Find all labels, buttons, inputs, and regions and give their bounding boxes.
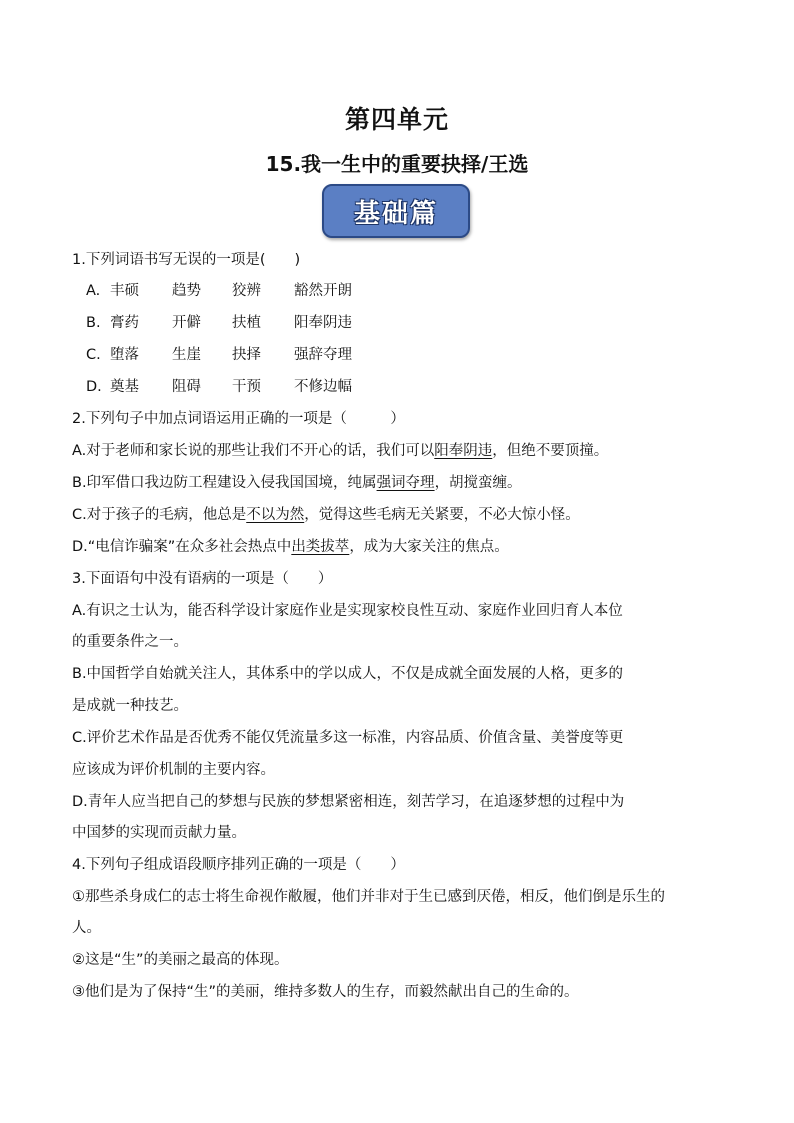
q1-option-a: A. 丰硕 趋势 狡辨 豁然开朗 [86, 283, 352, 299]
q3-option-c-line2: 应该成为评价机制的主要内容。 [72, 762, 275, 778]
q3-option-a-line2: 的重要条件之一。 [72, 634, 188, 650]
q3-stem: 3.下面语句中没有语病的一项是（ ） [72, 571, 333, 587]
q3-option-a-line1: A.有识之士认为，能否科学设计家庭作业是实现家校良性互动、家庭作业回归育人本位 [72, 603, 623, 619]
q3-option-b-line2: 是成就一种技艺。 [72, 698, 188, 714]
q4-sentence-1-line2: 人。 [72, 920, 101, 936]
q1-option-c: C. 堕落 生崖 抉择 强辞夺理 [86, 347, 352, 363]
q2-option-d: D.“电信诈骗案”在众多社会热点中出类拔萃，成为大家关注的焦点。 [72, 539, 509, 555]
q2-b-term: 强词夺理 [376, 475, 435, 491]
q2-c-term: 不以为然 [246, 507, 305, 523]
q2-d-term: 出类拔萃 [291, 539, 350, 555]
q3-option-d-line2: 中国梦的实现而贡献力量。 [72, 825, 246, 841]
lesson-title: 15.我一生中的重要抉择/王选 [265, 152, 529, 176]
q2-stem: 2.下列句子中加点词语运用正确的一项是（ ） [72, 411, 405, 427]
section-badge [322, 184, 470, 238]
q4-sentence-2: ②这是“生”的美丽之最高的体现。 [72, 952, 289, 968]
q2-option-c: C.对于孩子的毛病，他总是不以为然，觉得这些毛病无关紧要，不必大惊小怪。 [72, 507, 580, 523]
q2-option-b: B.印军借口我边防工程建设入侵我国国境，纯属强词夺理，胡搅蛮缠。 [72, 475, 522, 491]
q2-a-term: 阳奉阴违 [434, 443, 493, 459]
q1-option-d: D. 奠基 阻碍 干预 不修边幅 [86, 379, 352, 395]
q2-option-a: A.对于老师和家长说的那些让我们不开心的话，我们可以阳奉阴违，但绝不要顶撞。 [72, 443, 609, 459]
q3-option-d-line1: D.青年人应当把自己的梦想与民族的梦想紧密相连，刻苦学习，在追逐梦想的过程中为 [72, 794, 625, 810]
unit-title: 第四单元 [344, 105, 449, 134]
q3-option-c-line1: C.评价艺术作品是否优秀不能仅凭流量多这一标准，内容品质、价值含量、美誉度等更 [72, 730, 624, 746]
q1-stem: 1.下列词语书写无误的一项是( ) [72, 252, 301, 268]
q1-option-b: B. 膏药 开僻 扶植 阳奉阴违 [86, 315, 352, 331]
q4-sentence-1-line1: ①那些杀身成仁的志士将生命视作敝履，他们并非对于生已感到厌倦，相反，他们倒是乐生的 [72, 889, 665, 905]
q4-sentence-3: ③他们是为了保持“生”的美丽，维持多数人的生存，而毅然献出自己的生命的。 [72, 984, 579, 1000]
q3-option-b-line1: B.中国哲学自始就关注人，其体系中的学以成人，不仅是成就全面发展的人格，更多的 [72, 666, 624, 682]
q4-stem: 4.下列句子组成语段顺序排列正确的一项是（ ） [72, 857, 405, 873]
section-badge-label: 基础篇 [353, 198, 438, 229]
